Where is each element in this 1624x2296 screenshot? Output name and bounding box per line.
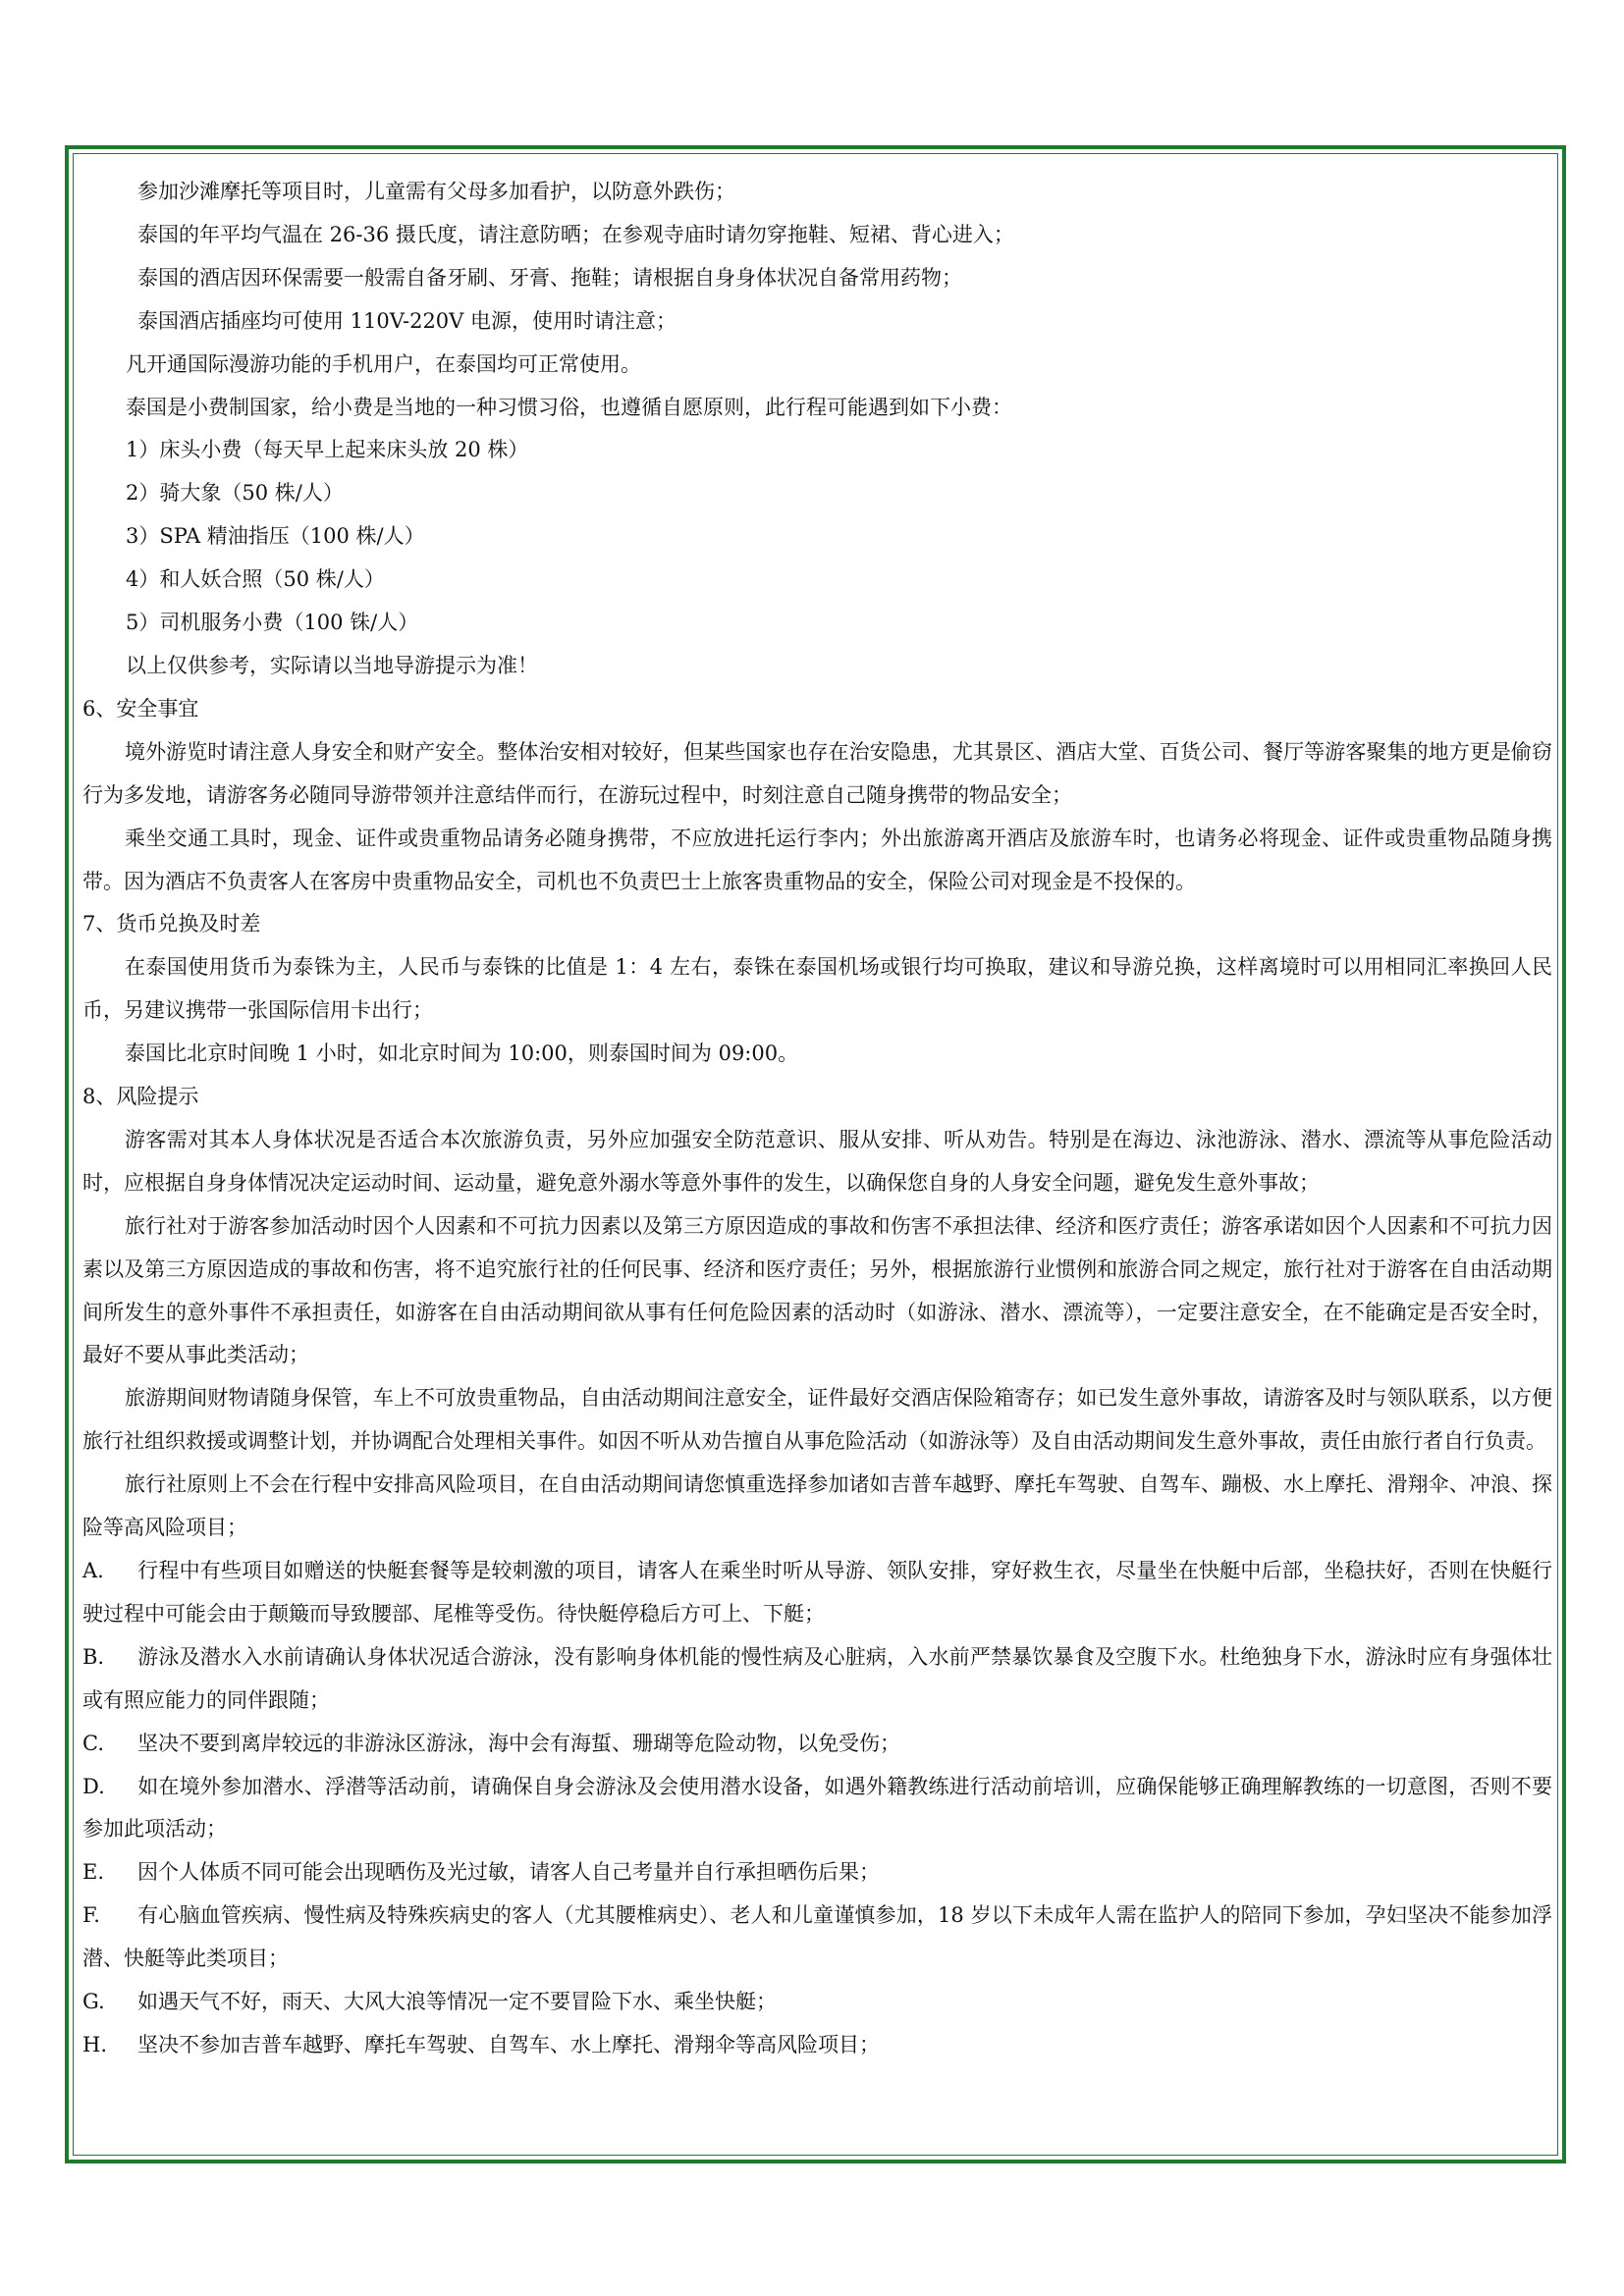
list-marker: H.: [82, 2032, 107, 2056]
risk-list-item: [82, 1981, 1552, 2024]
tip-item: 2）骑大象（50 株/人）: [126, 481, 344, 506]
risk-paragraph: 旅游期间财物请随身保管，车上不可放贵重物品，自由活动期间注意安全，证件最好交酒店保险箱寄存；如已发生意外事故，请游客及时与领队联系，以方便旅行社组织救援或调整计划，并协调配合处理相关事件。如因不听从劝告擅自从事危险活动（如游泳等）及自由活动期间发生意外事故，责任由旅行者自行负责。: [82, 1386, 1552, 1454]
risk-paragraph: 游客需对其本人身体状况是否适合本次旅游负责，另外应加强安全防范意识、服从安排、听从劝告。特别是在海边、泳池游泳、潜水、漂流等从事危险活动时，应根据自身身体情况决定运动时间、运动量，避免意外溺水等意外事件的发生，以确保您自身的人身安全问题，避免发生意外事故；: [82, 1127, 1552, 1195]
note-line: 参加沙滩摩托等项目时，儿童需有父母多加看护，以防意外跌伤；: [137, 180, 735, 203]
time-difference-paragraph: 泰国比北京时间晚 1 小时，如北京时间为 10:00，则泰国时间为 09:00。: [125, 1041, 799, 1066]
risk-list-item: [82, 1550, 1552, 1636]
document-body: [82, 171, 1552, 2067]
list-item-text: 坚决不参加吉普车越野、摩托车驾驶、自驾车、水上摩托、滑翔伞等高风险项目；: [137, 2032, 880, 2056]
list-marker: F.: [82, 1903, 100, 1928]
risk-list-item: [82, 1636, 1552, 1723]
risk-paragraph: 旅行社原则上不会在行程中安排高风险项目，在自由活动期间请您慎重选择参加诸如吉普车越野、摩托车驾驶、自驾车、蹦极、水上摩托、滑翔伞、冲浪、探险等高风险项目；: [82, 1472, 1552, 1540]
tip-item: 4）和人妖合照（50 株/人）: [126, 567, 385, 592]
risk-list-item: [82, 2024, 1552, 2067]
tip-item: 5）司机服务小费（100 铢/人）: [126, 611, 419, 635]
list-marker: G.: [82, 1990, 105, 2014]
currency-paragraph: 在泰国使用货币为泰铢为主，人民币与泰铢的比值是 1：4 左右，泰铢在泰国机场或银行均可换取，建议和导游兑换，这样离境时可以用相同汇率换回人民币，另建议携带一张国际信用卡出行；: [82, 955, 1552, 1023]
risk-list-item: [82, 1851, 1552, 1895]
list-marker: C.: [82, 1731, 104, 1755]
note-line: 泰国酒店插座均可使用 110V-220V 电源，使用时请注意；: [137, 308, 677, 333]
tip-item: 1）床头小费（每天早上起来床头放 20 株）: [126, 438, 529, 462]
note-line: 泰国的酒店因环保需要一般需自备牙刷、牙膏、拖鞋；请根据自身身体状况自备常用药物；: [137, 265, 962, 290]
list-item-text: 因个人体质不同可能会出现晒伤及光过敏，请客人自己考量并自行承担晒伤后果；: [137, 1860, 880, 1885]
section-heading-currency: 7、货币兑换及时差: [82, 912, 261, 936]
roaming-note: 凡开通国际漫游功能的手机用户，在泰国均可正常使用。: [126, 351, 641, 376]
list-marker: A.: [82, 1559, 104, 1582]
risk-list-item: [82, 1895, 1552, 1981]
risk-list-item: [82, 1766, 1552, 1852]
safety-paragraph: 乘坐交通工具时，现金、证件或贵重物品请务必随身携带，不应放进托运行李内；外出旅游离开酒店及旅游车时，也请务必将现金、证件或贵重物品随身携带。因为酒店不负责客人在客房中贵重物品安全，司机也不负责巴士上旅客贵重物品的安全，保险公司对现金是不投保的。: [82, 826, 1552, 893]
list-item-text: 坚决不要到离岸较远的非游泳区游泳，海中会有海蜇、珊瑚等危险动物，以免受伤；: [137, 1731, 900, 1755]
list-item-text: 有心脑血管疾病、慢性病及特殊疾病史的客人（尤其腰椎病史）、老人和儿童谨慎参加，18 岁以下未成年人需在监护人的陪同下参加，孕妇坚决不能参加浮潜、快艇等此类项目；: [82, 1903, 1552, 1971]
risk-list-item: [82, 1723, 1552, 1766]
section-heading-risk: 8、风险提示: [82, 1085, 199, 1109]
safety-paragraph: 境外游览时请注意人身安全和财产安全。整体治安相对较好，但某些国家也存在治安隐患，尤其景区、酒店大堂、百货公司、餐厅等游客聚集的地方更是偷窃行为多发地，请游客务必随同导游带领并注意结伴而行，在游玩过程中，时刻注意自己随身携带的物品安全；: [82, 739, 1552, 807]
list-item-text: 如遇天气不好，雨天、大风大浪等情况一定不要冒险下水、乘坐快艇；: [137, 1990, 777, 2014]
tips-intro: 泰国是小费制国家，给小费是当地的一种习惯习俗，也遵循自愿原则，此行程可能遇到如下小费：: [126, 395, 1012, 419]
tips-note: 以上仅供参考，实际请以当地导游提示为准！: [126, 653, 538, 677]
section-heading-safety: 6、安全事宜: [82, 696, 199, 721]
list-marker: D.: [82, 1774, 105, 1798]
note-line: 泰国的年平均气温在 26-36 摄氏度，请注意防晒；在参观寺庙时请勿穿拖鞋、短裙、背心进入；: [137, 222, 1014, 246]
list-item-text: 行程中有些项目如赠送的快艇套餐等是较刺激的项目，请客人在乘坐时听从导游、领队安排，穿好救生衣，尽量坐在快艇中后部，坐稳扶好，否则在快艇行驶过程中可能会由于颠簸而导致腰部、尾椎等受伤。待快艇停稳后方可上、下艇；: [82, 1559, 1552, 1626]
tip-item: 3）SPA 精油指压（100 株/人）: [126, 524, 425, 549]
list-marker: B.: [82, 1644, 105, 1669]
page-border: [65, 145, 1566, 2163]
list-item-text: 如在境外参加潜水、浮潜等活动前，请确保自身会游泳及会使用潜水设备，如遇外籍教练进行活动前培训，应确保能够正确理解教练的一切意图，否则不要参加此项活动；: [82, 1774, 1552, 1842]
list-item-text: 游泳及潜水入水前请确认身体状况适合游泳，没有影响身体机能的慢性病及心脏病，入水前严禁暴饮暴食及空腹下水。杜绝独身下水，游泳时应有身强体壮或有照应能力的同伴跟随；: [82, 1644, 1552, 1712]
list-marker: E.: [82, 1860, 105, 1885]
risk-paragraph: 旅行社对于游客参加活动时因个人因素和不可抗力因素以及第三方原因造成的事故和伤害不承担法律、经济和医疗责任；游客承诺如因个人因素和不可抗力因素以及第三方原因造成的事故和伤害，将不追究旅行社的任何民事、经济和医疗责任；另外，根据旅游行业惯例和旅游合同之规定，旅行社对于游客在自由活动期间所发生的意外事件不承担责任，如游客在自由活动期间欲从事有任何危险因素的活动时（如游泳、潜水、漂流等），一定要注意安全，在不能确定是否安全时，最好不要从事此类活动；: [82, 1213, 1552, 1367]
